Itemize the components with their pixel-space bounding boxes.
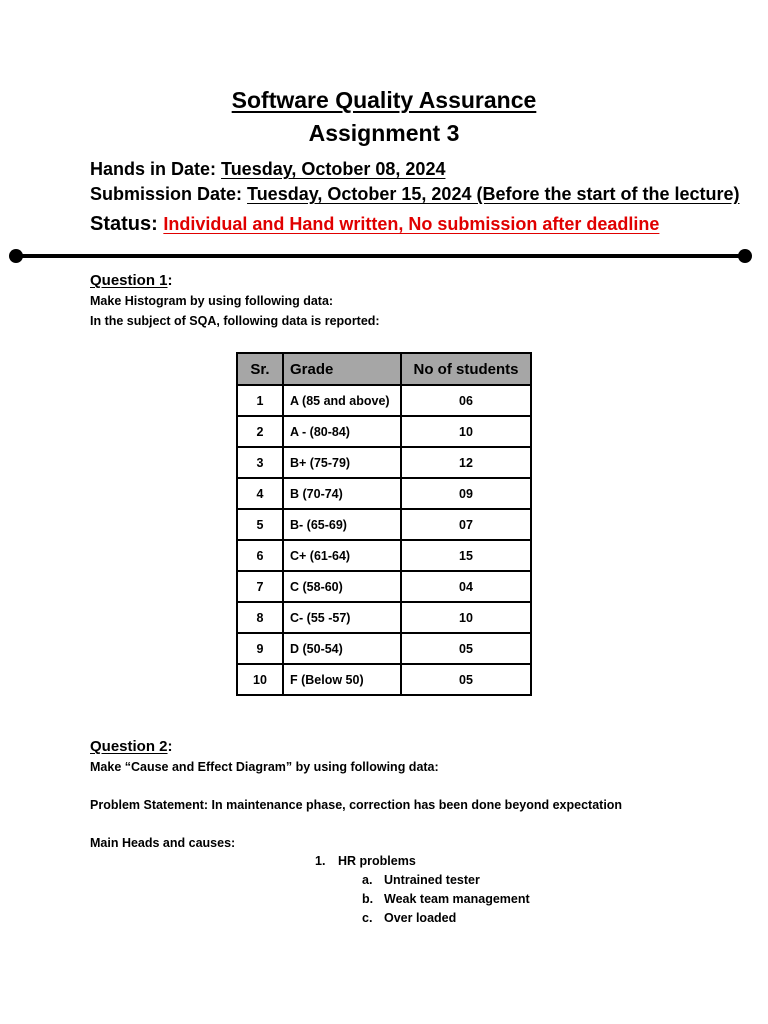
main-heads-label: Main Heads and causes: (90, 836, 236, 850)
cell-grade: C (58-60) (283, 571, 401, 602)
question-1-title: Question 1 (90, 272, 168, 289)
list-item-letter: a. (362, 873, 373, 887)
status-label: Status: (90, 213, 164, 235)
cell-grade: B (70-74) (283, 478, 401, 509)
cell-count: 10 (401, 602, 531, 633)
question-2-colon: : (167, 738, 173, 755)
cell-count: 12 (401, 447, 531, 478)
list-item (362, 909, 530, 928)
grades-table (236, 352, 532, 696)
cell-count: 15 (401, 540, 531, 571)
title-line-1: Software Quality Assurance (231, 87, 537, 113)
list-item-letter: b. (362, 892, 374, 906)
cell-sr: 3 (237, 447, 283, 478)
cell-sr: 9 (237, 633, 283, 664)
cell-grade: D (50-54) (283, 633, 401, 664)
question-1-instruction: Make Histogram by using following data: (90, 294, 334, 308)
table-row (237, 664, 531, 695)
cell-sr: 5 (237, 509, 283, 540)
table-row (237, 540, 531, 571)
cause-list (362, 871, 530, 928)
list-item-text: Over loaded (384, 911, 457, 925)
cell-grade: B- (65-69) (283, 509, 401, 540)
header-grade: Grade (283, 353, 401, 385)
status-value: Individual and Hand written, No submission after deadline (163, 214, 660, 234)
status-line (90, 212, 659, 236)
section-divider (15, 254, 746, 258)
header-sr: Sr. (237, 353, 283, 385)
problem-statement: Problem Statement: In maintenance phase, correction has been done beyond expectation (90, 798, 623, 812)
cell-grade: A (85 and above) (283, 385, 401, 416)
list-item (362, 871, 530, 890)
cell-grade: C+ (61-64) (283, 540, 401, 571)
cell-sr: 2 (237, 416, 283, 447)
cell-count: 06 (401, 385, 531, 416)
header-no-of-students: No of students (401, 353, 531, 385)
question-2-heading (90, 737, 173, 757)
table-row (237, 478, 531, 509)
table-row (237, 385, 531, 416)
hands-in-label: Hands in Date: (90, 159, 222, 179)
cell-sr: 10 (237, 664, 283, 695)
divider-right-dot (738, 249, 752, 263)
list-item-letter: c. (362, 911, 373, 925)
cell-count: 05 (401, 633, 531, 664)
cell-sr: 8 (237, 602, 283, 633)
main-head-label: HR problems (338, 854, 416, 868)
cell-grade: A - (80-84) (283, 416, 401, 447)
submission-value: Tuesday, October 15, 2024 (Before the start of the lecture) (247, 184, 740, 204)
main-head-item (315, 852, 416, 871)
hands-in-date (90, 157, 445, 181)
table-row (237, 509, 531, 540)
cell-sr: 4 (237, 478, 283, 509)
table-row (237, 633, 531, 664)
cell-count: 09 (401, 478, 531, 509)
cell-sr: 1 (237, 385, 283, 416)
table-header-row (237, 353, 531, 385)
table-row (237, 571, 531, 602)
question-1-heading (90, 271, 173, 291)
cell-count: 10 (401, 416, 531, 447)
list-item-text: Untrained tester (384, 873, 480, 887)
document-subtitle: Assignment 3 (308, 120, 460, 146)
cell-sr: 7 (237, 571, 283, 602)
cell-grade: F (Below 50) (283, 664, 401, 695)
question-2-instruction: Make “Cause and Effect Diagram” by using following data: (90, 760, 439, 774)
cell-grade: C- (55 -57) (283, 602, 401, 633)
cell-count: 05 (401, 664, 531, 695)
cell-grade: B+ (75-79) (283, 447, 401, 478)
submission-label: Submission Date: (90, 184, 248, 204)
cell-sr: 6 (237, 540, 283, 571)
question-2-title: Question 2 (90, 738, 168, 755)
table-row (237, 416, 531, 447)
list-item (362, 890, 530, 909)
table-row (237, 602, 531, 633)
cell-count: 04 (401, 571, 531, 602)
list-item-text: Weak team management (384, 892, 530, 906)
question-1-context: In the subject of SQA, following data is reported: (90, 314, 380, 328)
document-title (0, 86, 768, 114)
cell-count: 07 (401, 509, 531, 540)
main-head-number: 1. (315, 854, 326, 868)
hands-in-value: Tuesday, October 08, 2024 (221, 159, 446, 179)
submission-date (90, 182, 740, 206)
question-1-colon: : (167, 272, 173, 289)
table-row (237, 447, 531, 478)
